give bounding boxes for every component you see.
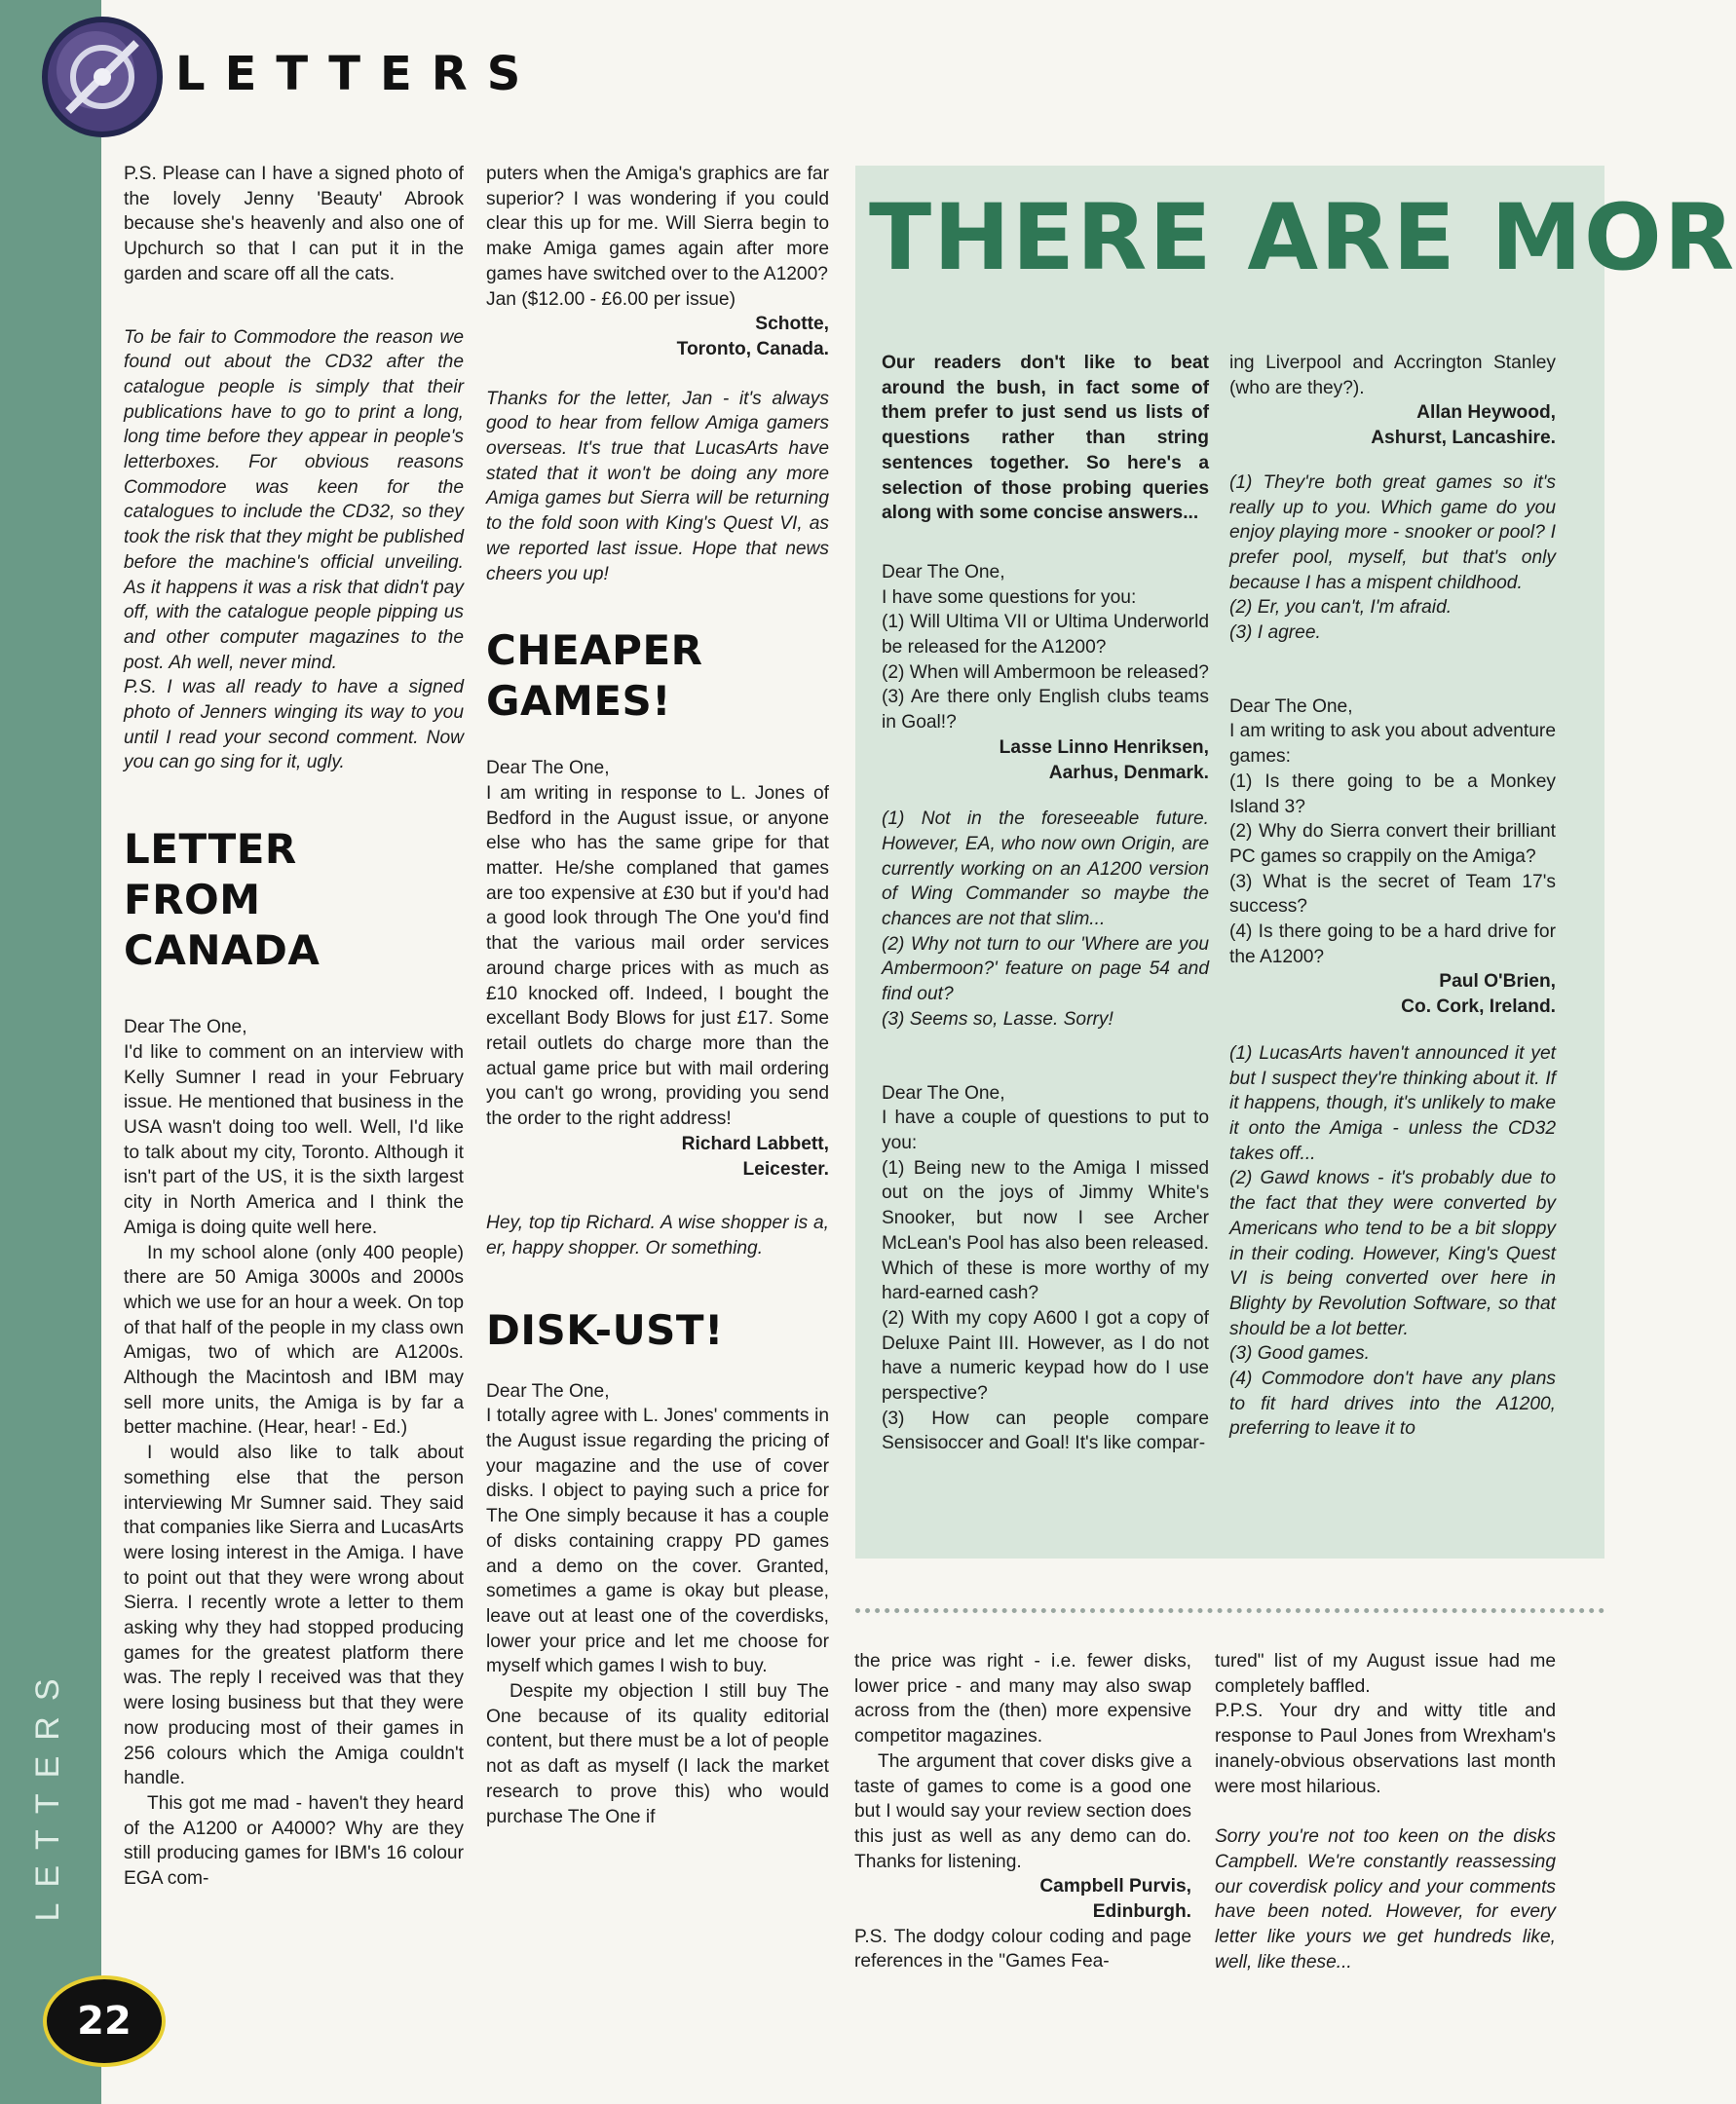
signature-place: Co. Cork, Ireland.	[1401, 996, 1556, 1018]
salutation: Dear The One,	[882, 561, 1005, 582]
signature-place: Leicester.	[742, 1158, 829, 1180]
question-line: (1) Being new to the Amiga I missed out on the joys of Jimmy White's Snooker, but now I see Archer McLean's Pool has also been released. Which of these is more worthy of my hard-earned cash?	[882, 1157, 1209, 1304]
question-line: (2) When will Ambermoon be released?	[882, 661, 1209, 683]
feature-intro: Our readers don't like to beat around the bush, in fact some of them prefer to just send us lists of questions rather than string sentences together. So here's a selection of those probing queries along with some concise answers...	[882, 353, 1209, 524]
letter-paragraph: This got me mad - haven't they heard of the A1200 or A4000? Why are they still producing games for IBM's 16 colour EGA com-	[124, 1792, 464, 1890]
feature-headline: THERE ARE MOR	[869, 185, 1736, 291]
letter-paragraph: I'd like to comment on an interview with Kelly Sumner I read in your February issue. He mentioned that business in the USA wasn't doing too well. Well, I'd like to talk about my city, Toronto. Although it isn't part of the US, it is the sixth largest city in North America and I think the Amiga is doing quite well here.	[124, 1041, 464, 1238]
question-line: (4) Is there going to be a hard drive for the A1200?	[1229, 921, 1556, 967]
question-line: I have a couple of questions to put to you:	[882, 1108, 1209, 1153]
answer-line: (3) I agree.	[1229, 622, 1321, 644]
column-2	[486, 162, 829, 1829]
question-line: (3) What is the secret of Team 17's success?	[1229, 871, 1556, 918]
letter-paragraph: The argument that cover disks give a taste of games to come is a good one but I would say your review section does this just as well as any demo can do. Thanks for listening.	[854, 1750, 1191, 1872]
editor-reply: To be fair to Commodore the reason we found out about the CD32 after the catalogue people is simply that their publications have to go to print a long, long time before they appear in people's letterboxes. For obvious reasons Commodore was keen for the catalogues to include the CD32, so they took the risk that they might be published before the machine's official unveiling. As it happens it was a risk that didn't pay off, with the catalogue people pipping us and other computer magazines to the post. Ah well, never mind.	[124, 326, 464, 673]
editor-reply-ps: P.S. I was all ready to have a signed photo of Jenners winging its way to you until I read your second comment. Now you can go sing for it, ugly.	[124, 677, 464, 773]
answer-line: (2) Er, you can't, I'm afraid.	[1229, 597, 1453, 619]
column-3-bottom	[854, 1649, 1191, 1974]
signature-name: Campbell Purvis,	[1039, 1876, 1191, 1897]
answer-line: (1) LucasArts haven't announced it yet but I suspect they're thinking about it. If it happens, though, it's unlikely to make it onto the Amiga - unless the CD32 takes off...	[1229, 1042, 1556, 1164]
answer-line: (4) Commodore don't have any plans to fit hard drives into the A1200, preferring to leave it to	[1229, 1369, 1556, 1440]
question-line: (2) With my copy A600 I got a copy of Deluxe Paint III. However, as I do not have a numeric keypad how do I use perspective?	[882, 1307, 1209, 1405]
question-line: I have some questions for you:	[882, 586, 1137, 608]
answer-line: (3) Seems so, Lasse. Sorry!	[882, 1008, 1113, 1030]
letter-paragraph: I totally agree with L. Jones' comments in the August issue regarding the pricing of your magazine and the use of cover disks. I object to paying such a price for The One simply because it has a couple of disks containing crappy PD games and a demo on the cover. Granted, sometimes a game is okay but please, leave out at least one of the coverdisks, lower your price and let me choose for myself which games I wish to buy.	[486, 1406, 829, 1677]
letter-heading-line-3: CANADA	[124, 926, 321, 975]
salutation: Dear The One,	[486, 1380, 610, 1402]
letter-paragraph: Despite my objection I still buy The One because of its quality editorial content, but there must be a lot of people not as daft as myself (I lack the market research to prove this) who would purchase The One if	[486, 1681, 829, 1827]
editor-reply: Sorry you're not too keen on the disks Campbell. We're constantly reassessing our coverdisk policy and your comments have been noted. However, for every letter like yours we get hundreds like, well, like these...	[1215, 1826, 1556, 1972]
feature-column-2	[1229, 351, 1556, 1442]
signature-place: Ashurst, Lancashire.	[1371, 428, 1556, 449]
salutation: Dear The One,	[124, 1017, 247, 1038]
answer-line: (3) Good games.	[1229, 1343, 1370, 1365]
letter-heading-line-1: CHEAPER	[486, 626, 703, 675]
page-number: 22	[43, 1975, 166, 2067]
feature-column-1	[882, 351, 1209, 1456]
column-4-bottom	[1215, 1649, 1556, 1974]
salutation: Dear The One,	[486, 758, 610, 779]
letter-heading-line-2: FROM	[124, 876, 261, 924]
letter-heading-line-1: LETTER	[124, 825, 297, 874]
salutation: Dear The One,	[882, 1082, 1005, 1104]
salutation: Dear The One,	[1229, 695, 1353, 717]
question-line: I am writing to ask you about adventure games:	[1229, 721, 1556, 768]
question-line: (3) How can people compare Sensisoccer and Goal! It's like compar-	[882, 1408, 1209, 1454]
section-title: LETTERS	[175, 47, 541, 101]
side-section-label: LETTERS	[29, 1663, 66, 1922]
answer-line: (1) Not in the foreseeable future. However, EA, who now own Origin, are currently working on an A1200 version of Wing Commander so maybe the chances are not that slim...	[882, 808, 1209, 930]
signature-place: Aarhus, Denmark.	[1048, 762, 1209, 783]
answer-line: (2) Gawd knows - it's probably due to the fact that they were converted by Americans who tend to be a bit sloppy in their coding. However, King's Quest VI is being converted over here in Blighty by Revolution Software, so that should be a lot better.	[1229, 1168, 1556, 1339]
globe-logo-icon	[39, 14, 166, 140]
question-line: (1) Will Ultima VII or Ultima Underworld be released for the A1200?	[882, 612, 1209, 658]
letter-ps: P.S. The dodgy colour coding and page references in the "Games Fea-	[854, 1926, 1191, 1972]
signature-place: Edinburgh.	[1092, 1901, 1191, 1923]
letter-paragraph: I am writing in response to L. Jones of Bedford in the August issue, or anyone else who has the same gripe for that matter. He/she complaned that games are too expensive at £30 but if you'd had a good look through The One you'd find that the various mail order services around charge prices with as much as £10 knocked off. Indeed, I bought the excellant Body Blows for just £17. Some retail outlets do charge more than the actual game price but with mail ordering you can't go wrong, providing you send the order to the right address!	[486, 782, 829, 1130]
question-line: (3) Are there only English clubs teams in Goal!?	[882, 687, 1209, 733]
letter-pps: P.P.S. Your dry and witty title and response to Paul Jones from Wrexham's inanely-obvious observations last month were most hilarious.	[1215, 1701, 1556, 1797]
editor-reply: Thanks for the letter, Jan - it's always good to hear from fellow Amiga gamers overseas. It's true that LucasArts have stated that it won't be doing any more Amiga games but Sierra will be returning to the fold soon with King's Quest VI, as we reported last issue. Hope that news cheers you up!	[486, 388, 829, 584]
signature-place: Toronto, Canada.	[676, 338, 829, 359]
column-1	[124, 162, 464, 1892]
letter-paragraph: I would also like to talk about something else that the person interviewing Mr Sumner said. They said that companies like Sierra and LucasArts were losing interest in the Amiga. I have to point out that they were wrong about Sierra. I recently wrote a letter to them asking why they had stopped producing games for the greatest platform there was. The reply I received was that they were losing business but that they were now producing most of their games in 256 colours which the Amiga couldn't handle.	[124, 1443, 464, 1789]
letter-heading: DISK-UST!	[486, 1305, 724, 1354]
letter-heading-line-2: GAMES!	[486, 677, 671, 726]
letter-paragraph: puters when the Amiga's graphics are far superior? I was wondering if you could clear this up for me. Will Sierra begin to make Amiga games again after more games have switched over to the A1200?	[486, 164, 829, 284]
answer-line: (1) They're both great games so it's really up to you. Which game do you enjoy playing more - snooker or pool? I prefer pool, myself, but that's only because I has a mispent childhood.	[1229, 471, 1556, 593]
signature-name: Schotte,	[755, 314, 829, 335]
question-line: (2) Why do Sierra convert their brilliant PC games so crappily on the Amiga?	[1229, 821, 1556, 867]
letter-paragraph: tured" list of my August issue had me completely baffled.	[1215, 1651, 1556, 1697]
signature-name: Richard Labbett,	[681, 1133, 829, 1154]
letter-paragraph: In my school alone (only 400 people) there are 50 Amiga 3000s and 2000s which we use for an hour a week. On top of that half of the people in my class own Amigas, two of which are A1200s. Although the Macintosh and IBM may sell more units, the Amiga is by far a better machine. (Hear, hear! - Ed.)	[124, 1242, 464, 1439]
signature-name: Lasse Linno Henriksen,	[999, 736, 1209, 758]
question-line: (1) Is there going to be a Monkey Island 3?	[1229, 770, 1556, 817]
answer-line: (2) Why not turn to our 'Where are you Ambermoon?' feature on page 54 and find out?	[882, 933, 1209, 1005]
ps-letter-text: P.S. Please can I have a signed photo of the lovely Jenny 'Beauty' Abrook because she's heavenly and also one of Upchurch so that I can put it in the garden and scare off all the cats.	[124, 164, 464, 284]
signature-name: Allan Heywood,	[1416, 402, 1556, 424]
question-line: ing Liverpool and Accrington Stanley (who are they?).	[1229, 353, 1556, 398]
letter-paragraph: Jan ($12.00 - £6.00 per issue)	[486, 288, 736, 310]
letter-paragraph: the price was right - i.e. fewer disks, lower price - and many may also swap across from the (then) more expensive competitor magazines.	[854, 1651, 1191, 1747]
dotted-divider	[855, 1608, 1604, 1613]
signature-name: Paul O'Brien,	[1439, 971, 1556, 993]
editor-reply: Hey, top tip Richard. A wise shopper is a, er, happy shopper. Or something.	[486, 1213, 829, 1259]
